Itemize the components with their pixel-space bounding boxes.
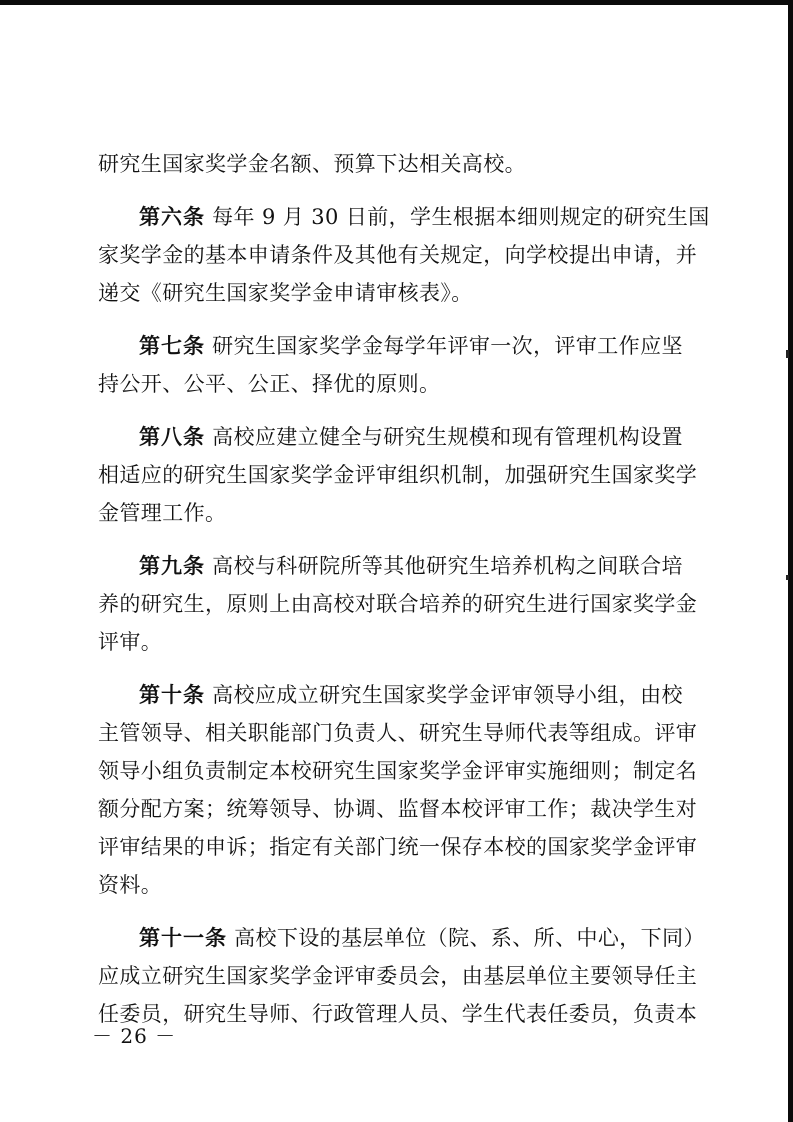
article-text: 高校与科研院所等其他研究生培养机构之间联合培 — [205, 554, 683, 578]
article-text: 每年 9 月 30 日前，学生根据本细则规定的研究生国 — [205, 205, 710, 229]
text-line: 额分配方案；统筹领导、协调、监督本校评审工作；裁决学生对 — [98, 797, 698, 821]
text-line: 应成立研究生国家奖学金评审委员会，由基层单位主要领导任主 — [98, 964, 698, 988]
text-line: 任委员，研究生导师、行政管理人员、学生代表任委员，负责本 — [98, 1002, 698, 1026]
text-line: 研究生国家奖学金名额、预算下达相关高校。 — [98, 152, 526, 176]
article-number: 第七条 — [139, 334, 205, 358]
scan-border-right — [788, 0, 793, 1122]
scan-mark — [786, 350, 789, 358]
text-line — [98, 327, 688, 365]
article-number: 第六条 — [139, 205, 205, 229]
article-6 — [98, 198, 710, 312]
document-page — [98, 145, 710, 1048]
article-11 — [98, 919, 705, 1033]
paragraph-continuation — [98, 145, 688, 183]
article-number: 第十一条 — [139, 926, 227, 950]
article-text: 高校下设的基层单位（院、系、所、中心，下同） — [227, 926, 705, 950]
article-text: 高校应成立研究生国家奖学金评审领导小组，由校 — [205, 683, 683, 707]
article-10 — [98, 676, 698, 904]
text-line: 金管理工作。 — [98, 501, 227, 525]
article-7 — [98, 327, 688, 403]
text-line — [98, 676, 688, 714]
article-9 — [98, 547, 698, 661]
article-text: 研究生国家奖学金每学年评审一次，评审工作应坚 — [205, 334, 683, 358]
article-number: 第八条 — [139, 425, 205, 449]
text-line — [98, 198, 710, 236]
scan-mark — [786, 575, 789, 580]
text-line: 主管领导、相关职能部门负责人、研究生导师代表等组成。评审 — [98, 721, 698, 745]
article-8 — [98, 418, 698, 532]
text-line — [98, 418, 688, 456]
text-line: 评审。 — [98, 630, 163, 654]
text-line — [98, 919, 705, 957]
article-number: 第九条 — [139, 554, 205, 578]
text-line: 家奖学金的基本申请条件及其他有关规定，向学校提出申请，并 — [98, 243, 698, 267]
scan-border-top — [0, 0, 793, 5]
text-line: 递交《研究生国家奖学金申请审核表》。 — [98, 281, 473, 305]
article-number: 第十条 — [139, 683, 205, 707]
text-line: 相适应的研究生国家奖学金评审组织机制，加强研究生国家奖学 — [98, 463, 698, 487]
text-line: 评审结果的申诉；指定有关部门统一保存本校的国家奖学金评审 — [98, 835, 698, 859]
text-line: 领导小组负责制定本校研究生国家奖学金评审实施细则；制定名 — [98, 759, 698, 783]
text-line — [98, 547, 688, 585]
article-text: 高校应建立健全与研究生规模和现有管理机构设置 — [205, 425, 683, 449]
text-line: 养的研究生，原则上由高校对联合培养的研究生进行国家奖学金 — [98, 592, 698, 616]
text-line: 持公开、公平、公正、择优的原则。 — [98, 372, 441, 396]
page-number: － 26 － — [92, 1024, 177, 1048]
text-line: 资料。 — [98, 873, 163, 897]
